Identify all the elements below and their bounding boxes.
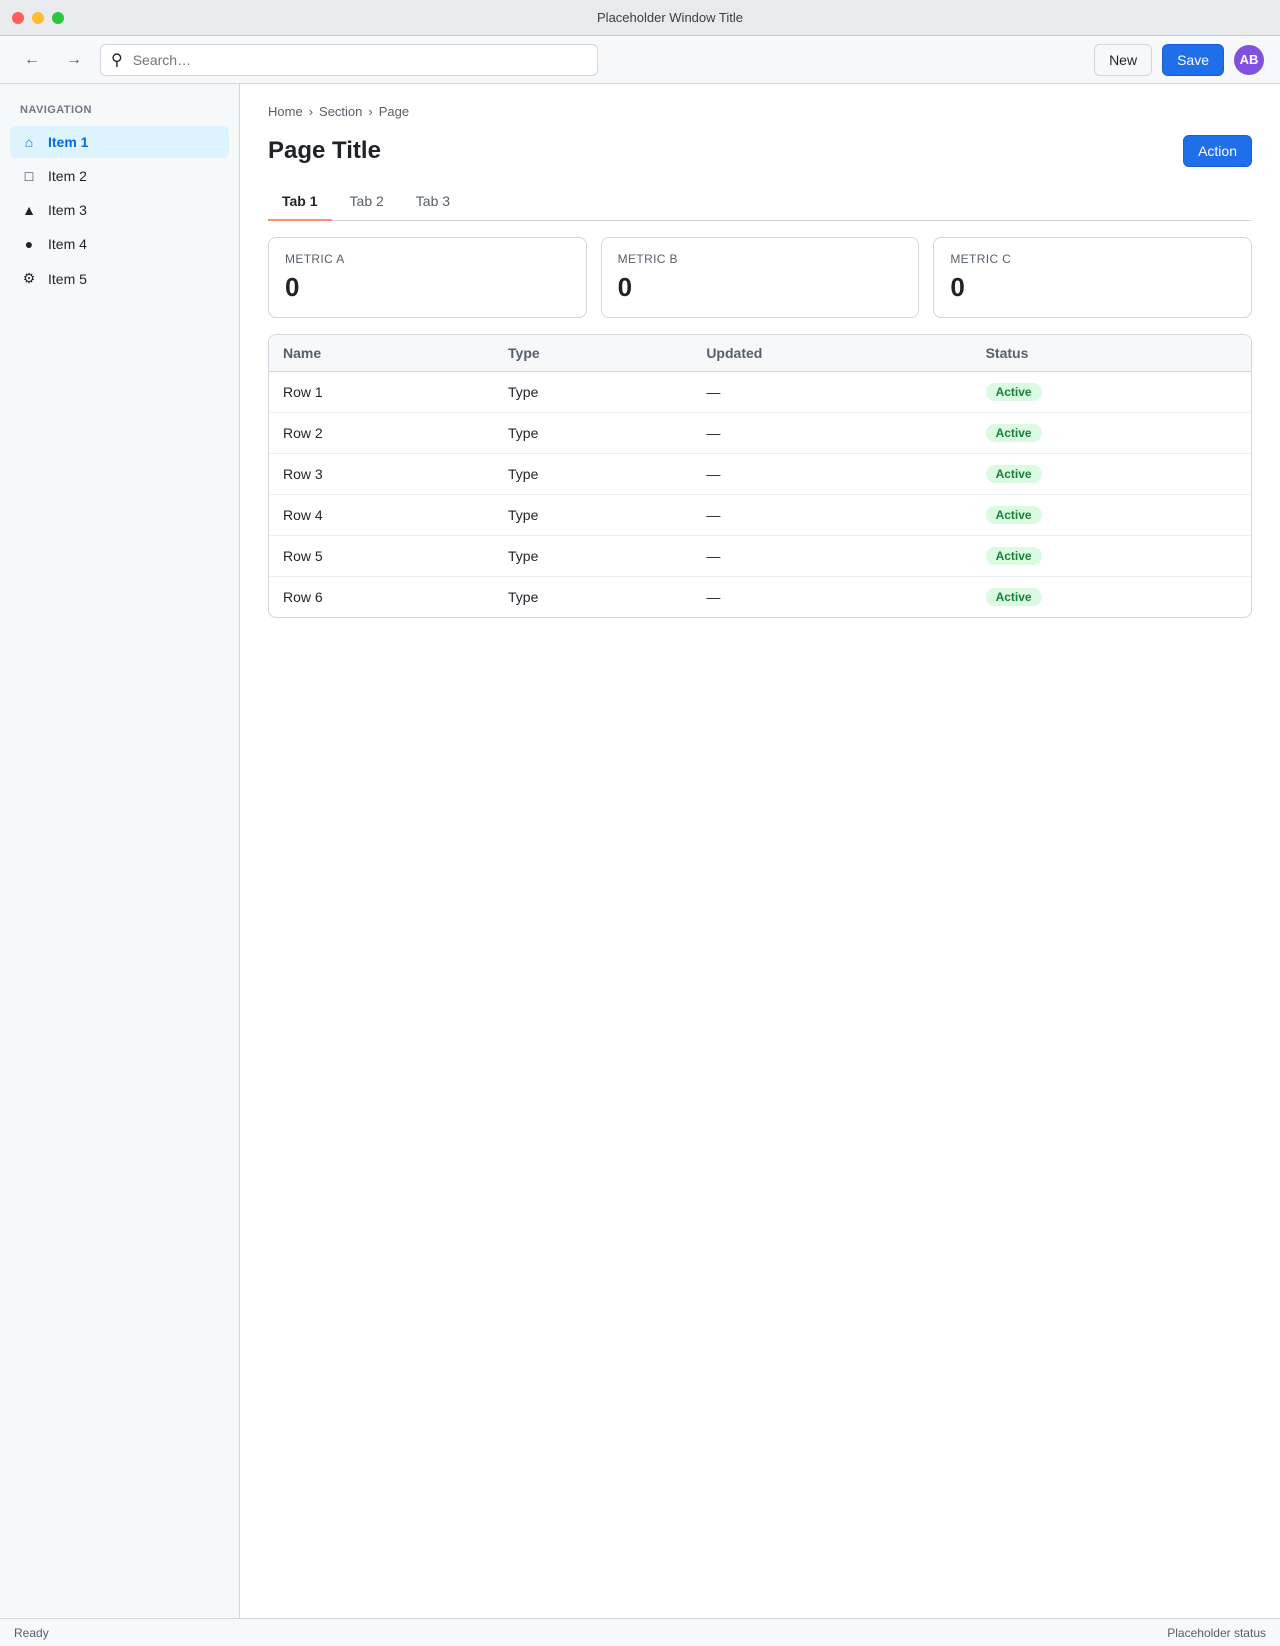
table-cell: — [692, 495, 971, 536]
sidebar-item-3[interactable] [10, 194, 229, 226]
sidebar-item-label: Item 5 [48, 270, 87, 287]
table-row[interactable] [269, 413, 1251, 454]
column-header[interactable]: Type [494, 335, 692, 372]
status-right: Placeholder status [1167, 1625, 1266, 1640]
breadcrumb-item: Page [378, 104, 410, 119]
breadcrumb-item[interactable]: Section [319, 104, 363, 119]
sidebar-item-label: Item 4 [48, 236, 87, 252]
table-cell: Type [494, 372, 692, 413]
table-cell [972, 536, 1251, 577]
breadcrumb-item[interactable]: Home [268, 104, 303, 119]
search-icon: ⚲ [111, 51, 123, 69]
table-cell: Row 5 [269, 536, 494, 577]
table-cell: — [692, 454, 971, 495]
primary-action-button[interactable]: Action [1183, 135, 1252, 167]
tab-1[interactable]: Tab 1 [268, 183, 332, 221]
table-cell [972, 372, 1251, 413]
status-badge: Active [986, 588, 1042, 606]
table-row[interactable] [269, 577, 1251, 618]
table-cell [972, 454, 1251, 495]
table-cell: Row 6 [283, 589, 323, 605]
sidebar-item-2[interactable] [10, 160, 229, 192]
metric-label: METRIC B [617, 252, 678, 266]
table-cell: Type [494, 413, 692, 454]
table-cell: Row 4 [269, 495, 494, 536]
forward-button[interactable] [58, 44, 90, 76]
sidebar-item-1[interactable] [10, 126, 229, 158]
table-cell: — [692, 536, 971, 577]
metric-card [933, 237, 1252, 318]
metric-value: 0 [950, 272, 965, 302]
users-icon: ● [24, 236, 34, 252]
toolbar [0, 36, 1280, 84]
status-left: Ready [14, 1625, 49, 1640]
chevron-right-icon: › [368, 104, 373, 119]
back-button[interactable] [16, 44, 48, 76]
search-input[interactable] [131, 51, 587, 69]
metric-value: 0 [285, 272, 300, 302]
gear-icon: ⚙ [22, 270, 36, 286]
table [269, 335, 1251, 617]
sidebar-item-label: Item 2 [48, 168, 87, 184]
metric-value: 0 [617, 272, 633, 302]
app-body [0, 84, 1280, 1618]
metric-cards [268, 237, 1252, 318]
column-header[interactable]: Updated [692, 335, 971, 372]
arrow-left-icon: ← [24, 50, 40, 68]
tab-2[interactable]: Tab 2 [349, 193, 384, 209]
table-row[interactable] [269, 495, 1251, 536]
breadcrumb [268, 104, 1252, 119]
chart-icon: ▲ [22, 202, 36, 218]
close-window-icon[interactable] [12, 12, 24, 24]
table-cell: Type [494, 454, 692, 495]
chevron-right-icon: › [308, 104, 314, 119]
status-badge: Active [986, 506, 1042, 524]
status-badge: Active [986, 424, 1042, 442]
avatar[interactable]: AB [1234, 45, 1264, 75]
page-header [268, 135, 1252, 167]
tab-bar [268, 183, 1252, 221]
status-bar [0, 1618, 1280, 1646]
main-content [240, 84, 1280, 1618]
sidebar [0, 84, 240, 1618]
metric-label: METRIC C [950, 252, 1012, 266]
sidebar-heading: NAVIGATION [20, 104, 92, 116]
table-cell: Type [494, 536, 692, 577]
table-row[interactable] [269, 536, 1251, 577]
table-cell: Row 1 [269, 372, 494, 413]
tab-3[interactable]: Tab 3 [415, 193, 451, 209]
column-header[interactable]: Name [269, 335, 494, 372]
minimize-window-icon[interactable] [32, 12, 44, 24]
status-badge: Active [986, 383, 1042, 401]
sidebar-item-label: Item 1 [48, 134, 89, 150]
status-badge: Active [986, 465, 1042, 483]
arrow-right-icon: → [66, 50, 82, 68]
folder-icon: □ [24, 168, 34, 184]
window-title: Placeholder Window Title [597, 10, 743, 25]
table-cell [972, 495, 1251, 536]
table-row[interactable] [269, 454, 1251, 495]
table-cell: Type [508, 589, 539, 605]
table-row[interactable] [269, 372, 1251, 413]
data-table [268, 334, 1252, 618]
sidebar-item-5[interactable] [10, 262, 229, 295]
table-body [269, 372, 1251, 618]
home-icon: ⌂ [24, 134, 34, 150]
table-header-row [269, 335, 1251, 372]
table-cell: — [706, 589, 721, 605]
page-title: Page Title [268, 137, 381, 164]
sidebar-item-label: Item 3 [48, 202, 87, 218]
table-cell: — [692, 413, 971, 454]
table-cell [972, 413, 1251, 454]
metric-label: METRIC A [285, 252, 345, 266]
table-cell: Row 3 [269, 454, 494, 495]
title-bar [0, 0, 1280, 36]
save-button[interactable]: Save [1162, 44, 1224, 76]
sidebar-item-4[interactable] [10, 228, 229, 260]
table-cell: Type [494, 495, 692, 536]
maximize-window-icon[interactable] [52, 12, 64, 24]
column-header[interactable]: Status [972, 335, 1251, 372]
table-header [269, 335, 1251, 372]
search-box[interactable] [100, 44, 598, 76]
metric-card [601, 237, 920, 318]
status-badge: Active [986, 547, 1042, 565]
table-cell: Row 2 [269, 413, 494, 454]
table-cell: — [692, 372, 971, 413]
new-button[interactable]: New [1094, 44, 1152, 76]
metric-card [268, 237, 587, 318]
table-cell [972, 577, 1251, 618]
